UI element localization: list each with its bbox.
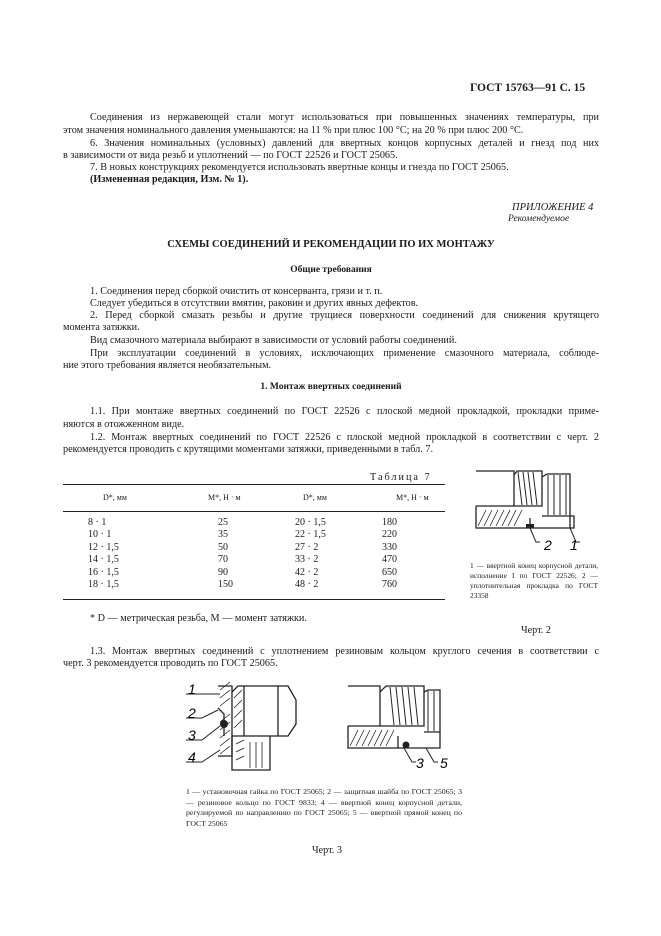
general-p5-line2: ние этого требования является необязательным. — [63, 360, 272, 371]
section1-heading: 1. Монтаж ввертных соединений — [260, 382, 402, 392]
table-cell: 20 · 1,5 — [295, 517, 326, 528]
table-cell: 22 · 1,5 — [295, 529, 326, 541]
table7-footnote: * D — метрическая резьба, M — момент затяжки. — [90, 613, 307, 624]
table-row — [63, 529, 445, 541]
table-row — [63, 542, 445, 554]
fig3-label-5: 5 — [440, 755, 448, 771]
intro-p3: 7. В новых конструкциях рекомендуется использовать ввертные концы и гнезда по ГОСТ 25065. — [90, 162, 509, 173]
table-cell: 10 · 1 — [88, 529, 112, 541]
table-cell: 16 · 1,5 — [88, 566, 119, 578]
table-cell: 50 — [218, 541, 228, 553]
section1-p2-line2: рекомендуется проводить с крутящими моментами затяжки, приведенными в табл. 7. — [63, 444, 434, 455]
general-p3-line2: момента затяжки. — [63, 322, 140, 333]
table-cell: 14 · 1,5 — [88, 554, 119, 566]
page-header: ГОСТ 15763—91 С. 15 — [470, 82, 586, 94]
col-header-m1: M*, Н · м — [208, 492, 241, 502]
general-p2: Следует убедиться в отсутствии вмятин, раковин и других явных дефектов. — [90, 298, 419, 309]
document-title: СХЕМЫ СОЕДИНЕНИЙ И РЕКОМЕНДАЦИИ ПО ИХ МОНТАЖУ — [167, 239, 495, 250]
fig3-right-drawing — [340, 680, 470, 775]
section13-line2: черт. 3 рекомендуется проводить по ГОСТ 25065. — [63, 658, 278, 669]
fig3-label-4: 4 — [188, 749, 196, 765]
table-row — [63, 567, 445, 579]
table-cell: 8 · 1 — [88, 517, 107, 528]
table-cell: 180 — [382, 517, 397, 528]
section1-p1-line1: 1.1. При монтаже ввертных соединений по ГОСТ 22526 с плоской медной прокладкой, прокладки приме- — [90, 406, 599, 417]
fig2-label-1: 1 — [570, 537, 578, 553]
table-cell: 27 · 2 — [295, 541, 319, 553]
col-header-d2: D*, мм — [303, 492, 327, 502]
table-cell: 650 — [382, 566, 397, 578]
table-cell: 35 — [218, 529, 228, 541]
table-cell: 150 — [218, 579, 233, 591]
table-row — [63, 517, 445, 529]
table-cell: 330 — [382, 541, 397, 553]
fig3-label-1: 1 — [188, 681, 196, 697]
general-p3-line1: 2. Перед сборкой смазать резьбы и другие трущиеся поверхности соединений для снижения крутящего — [90, 310, 599, 321]
appendix-status: Рекомендуемое — [508, 214, 570, 224]
table-cell: 48 · 2 — [295, 579, 319, 591]
general-p5-line1: При эксплуатации соединений в условиях, исключающих применение смазочного материала, соблюде- — [90, 348, 599, 359]
fig2-label-2: 2 — [544, 537, 552, 553]
intro-p1-line2: этом значения номинального давления уменьшаются: на 11 % при плюс 100 °С; на 20 % при плюс 200 °С. — [63, 125, 524, 136]
section13-line1: 1.3. Монтаж ввертных соединений с уплотнением резиновым кольцом круглого сечения в соответствии с — [90, 646, 599, 657]
table7-grid — [63, 485, 445, 511]
table-row — [63, 554, 445, 566]
table7 — [63, 484, 445, 600]
intro-p2-line1: 6. Значения номинальных (условных) давлений для ввертных концов корпусных деталей и гнезд под них — [90, 138, 599, 149]
appendix-label: ПРИЛОЖЕНИЕ 4 — [512, 202, 594, 213]
table-cell: 42 · 2 — [295, 566, 319, 578]
table-cell: 12 · 1,5 — [88, 541, 119, 553]
table-cell: 90 — [218, 566, 228, 578]
fig3-title: Черт. 3 — [312, 845, 342, 856]
fig3-caption: 1 — установочная гайка по ГОСТ 25065; 2 — защитная шайба по ГОСТ 25065; 3 — резиновое кольцо по ГОСТ 9833; 4 — ввертной конец корпусной детали, регулируемой по направлению по ГОСТ 25065; 5 — ввертной прямой конец по ГОСТ 25065 — [186, 787, 462, 828]
col-header-d1: D*, мм — [103, 492, 127, 502]
table-cell: 220 — [382, 529, 397, 541]
col-header-m2: M*, Н · м — [396, 492, 429, 502]
fig2-title: Черт. 2 — [521, 625, 551, 636]
table-cell: 470 — [382, 554, 397, 566]
intro-p1-line1: Соединения из нержавеющей стали могут использоваться при повышенных значениях температуры, при — [90, 112, 599, 123]
fig3-label-3: 3 — [188, 727, 196, 743]
table7-caption: Таблица 7 — [370, 472, 432, 483]
fig3-left-drawing — [180, 678, 310, 778]
fig3-label-3-right: 3 — [416, 755, 424, 771]
section1-p1-line2: няются в отожженном виде. — [63, 419, 185, 430]
fig2-caption: 1 — ввертной конец корпусной детали, исполнение I по ГОСТ 22526; 2 — уплотнительная прокладка по ГОСТ 23358 — [470, 561, 598, 600]
general-p1: 1. Соединения перед сборкой очистить от консерванта, грязи и т. п. — [90, 286, 383, 297]
amendment-note: (Измененная редакция, Изм. № 1). — [90, 174, 249, 185]
table-header-row — [63, 485, 445, 511]
table-row — [63, 579, 445, 591]
table-cell: 25 — [218, 517, 228, 528]
table7-body — [63, 517, 445, 591]
general-heading: Общие требования — [290, 265, 372, 275]
table-cell: 18 · 1,5 — [88, 579, 119, 591]
table-cell: 760 — [382, 579, 397, 591]
intro-p2-line2: в зависимости от вида резьб и уплотнений — по ГОСТ 22526 и ГОСТ 25065. — [63, 150, 398, 161]
section1-p2-line1: 1.2. Монтаж ввертных соединений по ГОСТ 22526 с плоской медной прокладкой в соответствии с черт. 2 — [90, 432, 599, 443]
table-cell: 33 · 2 — [295, 554, 319, 566]
fig3-label-2: 2 — [188, 705, 196, 721]
table-cell: 70 — [218, 554, 228, 566]
general-p4: Вид смазочного материала выбирают в зависимости от условий работы соединений. — [90, 335, 457, 346]
fig2-drawing — [462, 466, 597, 561]
